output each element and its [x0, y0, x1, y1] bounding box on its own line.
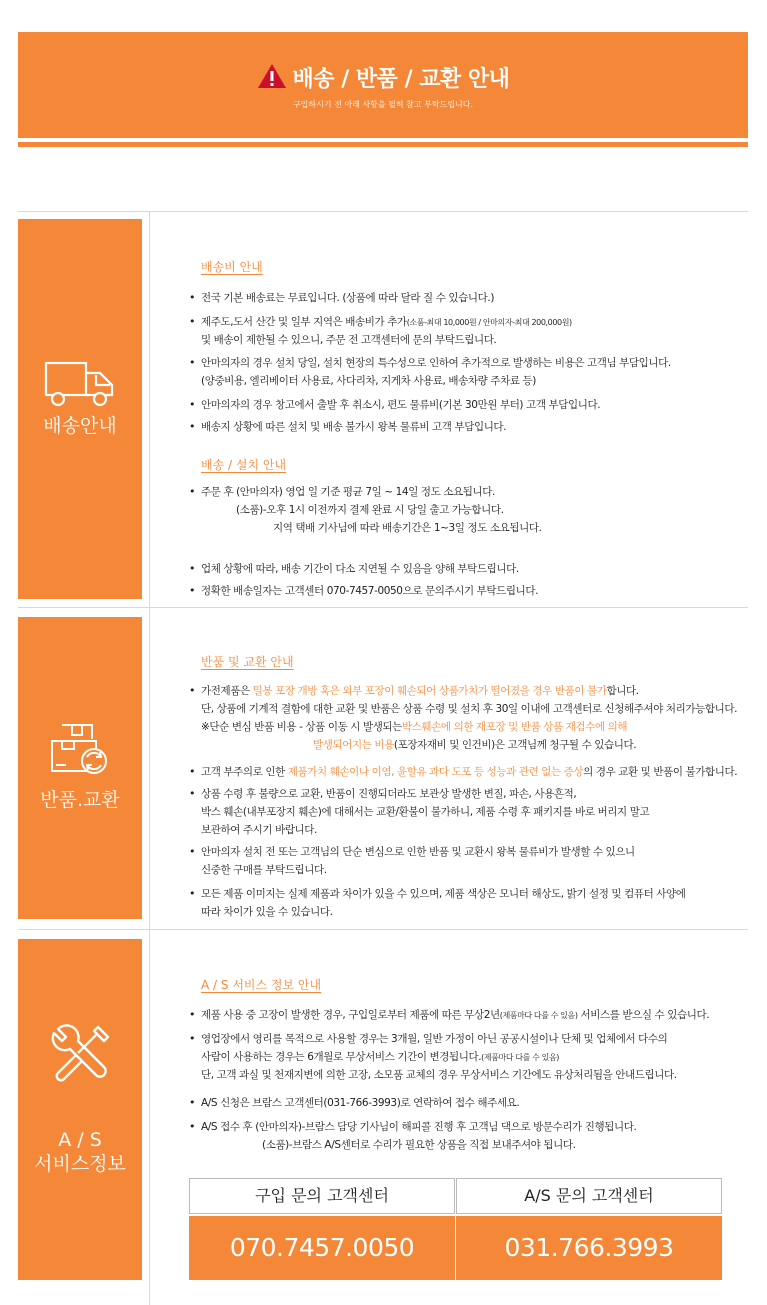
purchase-cs-label: 구입 문의 고객센터: [189, 1178, 455, 1214]
as-side-panel: [18, 939, 142, 1280]
box-return-icon: [48, 715, 112, 777]
list-item: • A/S 접수 후 (안마의자)-브람스 담당 기사님이 해피콜 진행 후 고객님 댁으로 방문수리가 진행됩니다.: [201, 1118, 636, 1136]
list-item: (양중비용, 엘리베이터 사용료, 사다리차, 지게차 사용료, 배송차량 주차료 등): [201, 375, 536, 387]
list-item: • 주문 후 (안마의자) 영업 일 기준 평균 7일 ~ 14일 정도 소요됩니다.: [201, 483, 495, 501]
list-item: 박스 훼손(내부포장지 훼손)에 대해서는 교환/환불이 불가하니, 제품 수령 후 패키지를 바로 버리지 말고: [201, 806, 650, 818]
column-divider: [149, 211, 150, 1305]
section-divider: [18, 211, 748, 212]
truck-icon: [44, 359, 116, 409]
list-item: 발생되어지는 비용(포장자재비 및 인건비)은 고객님께 청구될 수 있습니다.: [313, 739, 637, 751]
header-banner: [18, 32, 748, 138]
purchase-cs-number[interactable]: 070.7457.0050: [189, 1216, 455, 1280]
list-item: 보관하여 주시기 바랍니다.: [201, 824, 317, 836]
list-item: 단, 고객 과실 및 천재지변에 의한 고장, 소모품 교체의 경우 무상서비스 기간에도 유상처리됨을 안내드립니다.: [201, 1069, 677, 1081]
list-item: 신중한 구매를 부탁드립니다.: [201, 864, 327, 876]
list-item: • 고객 부주의로 인한 제품가치 훼손이나 이염, 윤할유 과다 도포 등 성능과 관련 없는 증상의 경우 교환 및 반품이 불가합니다.: [201, 763, 737, 781]
shipping-side-panel: [18, 219, 142, 599]
list-item: • 가전제품은 밀봉 포장 개방 혹은 외부 포장이 훼손되어 상품가치가 떨어졌을 경우 반품이 불가합니다.: [201, 682, 639, 700]
list-item: (소품)-오후 1시 이전까지 결제 완료 시 당일 출고 가능합니다.: [236, 504, 504, 516]
as-cs-number[interactable]: 031.766.3993: [456, 1216, 722, 1280]
list-item: 사람이 사용하는 경우는 6개월로 무상서비스 기간이 변경됩니다.(제품마다 다를 수 있음): [201, 1051, 559, 1063]
returns-side-label: 반품.교환: [40, 789, 120, 811]
as-cs-label: A/S 문의 고객센터: [456, 1178, 722, 1214]
list-item: • 업체 상황에 따라, 배송 기간이 다소 지연될 수 있음을 양해 부탁드립니다.: [201, 560, 519, 578]
returns-side-panel: [18, 617, 142, 919]
list-item: (소품)-브람스 A/S센터로 수리가 필요한 상품을 직접 보내주셔야 됩니다.: [262, 1139, 576, 1151]
list-item: 단, 상품에 기계적 결함에 대한 교환 및 반품은 상품 수령 및 설치 후 30일 이내에 고객센터로 신청해주셔야 처리가능합니다.: [201, 703, 738, 715]
list-item: • 모든 제품 이미지는 실제 제품과 차이가 있을 수 있으며, 제품 색상은 모니터 해상도, 밝기 설정 및 컴퓨터 사양에: [201, 885, 686, 903]
list-item: • 영업장에서 영리를 목적으로 사용할 경우는 3개월, 일반 가정이 아닌 공공시설이나 단체 및 업체에서 다수의: [201, 1030, 667, 1048]
list-item: • 상품 수령 후 불량으로 교환, 반품이 진행되더라도 보관상 발생한 변질, 파손, 사용흔적,: [201, 785, 576, 803]
shipping-install-title: 배송 / 설치 안내: [201, 458, 287, 472]
shipping-fee-title: 배송비 안내: [201, 260, 263, 274]
as-title: A / S 서비스 정보 안내: [201, 978, 322, 992]
list-item: • 안마의자 설치 전 또는 고객님의 단순 변심으로 인한 반품 및 교환시 왕복 물류비가 발생할 수 있으니: [201, 843, 635, 861]
returns-title: 반품 및 교환 안내: [201, 655, 294, 669]
as-side-label-2: 서비스정보: [34, 1153, 126, 1175]
warning-icon: [257, 63, 287, 95]
section-divider: [18, 607, 748, 608]
list-item: 지역 택배 기사님에 따라 배송기간은 1~3일 정도 소요됩니다.: [273, 522, 542, 534]
list-item: 및 배송이 제한될 수 있으니, 주문 전 고객센터에 문의 부탁드립니다.: [201, 334, 497, 346]
list-item: • 안마의자의 경우 설치 당일, 설치 현장의 특수성으로 인하여 추가적으로 발생하는 비용은 고객님 부담입니다.: [201, 354, 671, 372]
as-side-label-1: A / S: [58, 1129, 102, 1151]
list-item: • 정확한 배송일자는 고객센터 070-7457-0050으로 문의주시기 부탁드립니다.: [201, 582, 538, 600]
list-item: • 제품 사용 중 고장이 발생한 경우, 구입일로부터 제품에 따른 무상2년(제품마다 다를 수 있음) 서비스를 받으실 수 있습니다.: [201, 1006, 709, 1025]
list-item: ※단순 변심 반품 비용 - 상품 이동 시 발생되는박스훼손에 의한 재포장 및 반품 상품 재검수에 의해: [201, 721, 628, 733]
list-item: 따라 차이가 있을 수 있습니다.: [201, 906, 333, 918]
list-item: • 배송지 상황에 따른 설치 및 배송 불가시 왕복 물류비 고객 부담입니다.: [201, 418, 506, 436]
list-item: • 제주도,도서 산간 및 일부 지역은 배송비가 추가(소품-최대 10,000원 / 안마의자-최대 200,000원): [201, 313, 572, 332]
page-title: 배송 / 반품 / 교환 안내: [292, 67, 510, 92]
tools-icon: [48, 1023, 112, 1087]
section-divider: [18, 929, 748, 930]
banner-divider: [18, 142, 748, 147]
page-subtitle: 구입하시기 전 아래 사항을 필히 참고 부탁드립니다.: [292, 100, 474, 109]
list-item: • 안마의자의 경우 창고에서 출발 후 취소시, 편도 물류비(기본 30만원 부터) 고객 부담입니다.: [201, 396, 600, 414]
shipping-side-label: 배송안내: [43, 415, 117, 437]
list-item: • A/S 신청은 브람스 고객센터(031-766-3993)로 연락하여 접수 해주세요.: [201, 1094, 519, 1112]
list-item: • 전국 기본 배송료는 무료입니다. (상품에 따라 달라 질 수 있습니다.): [201, 289, 494, 307]
